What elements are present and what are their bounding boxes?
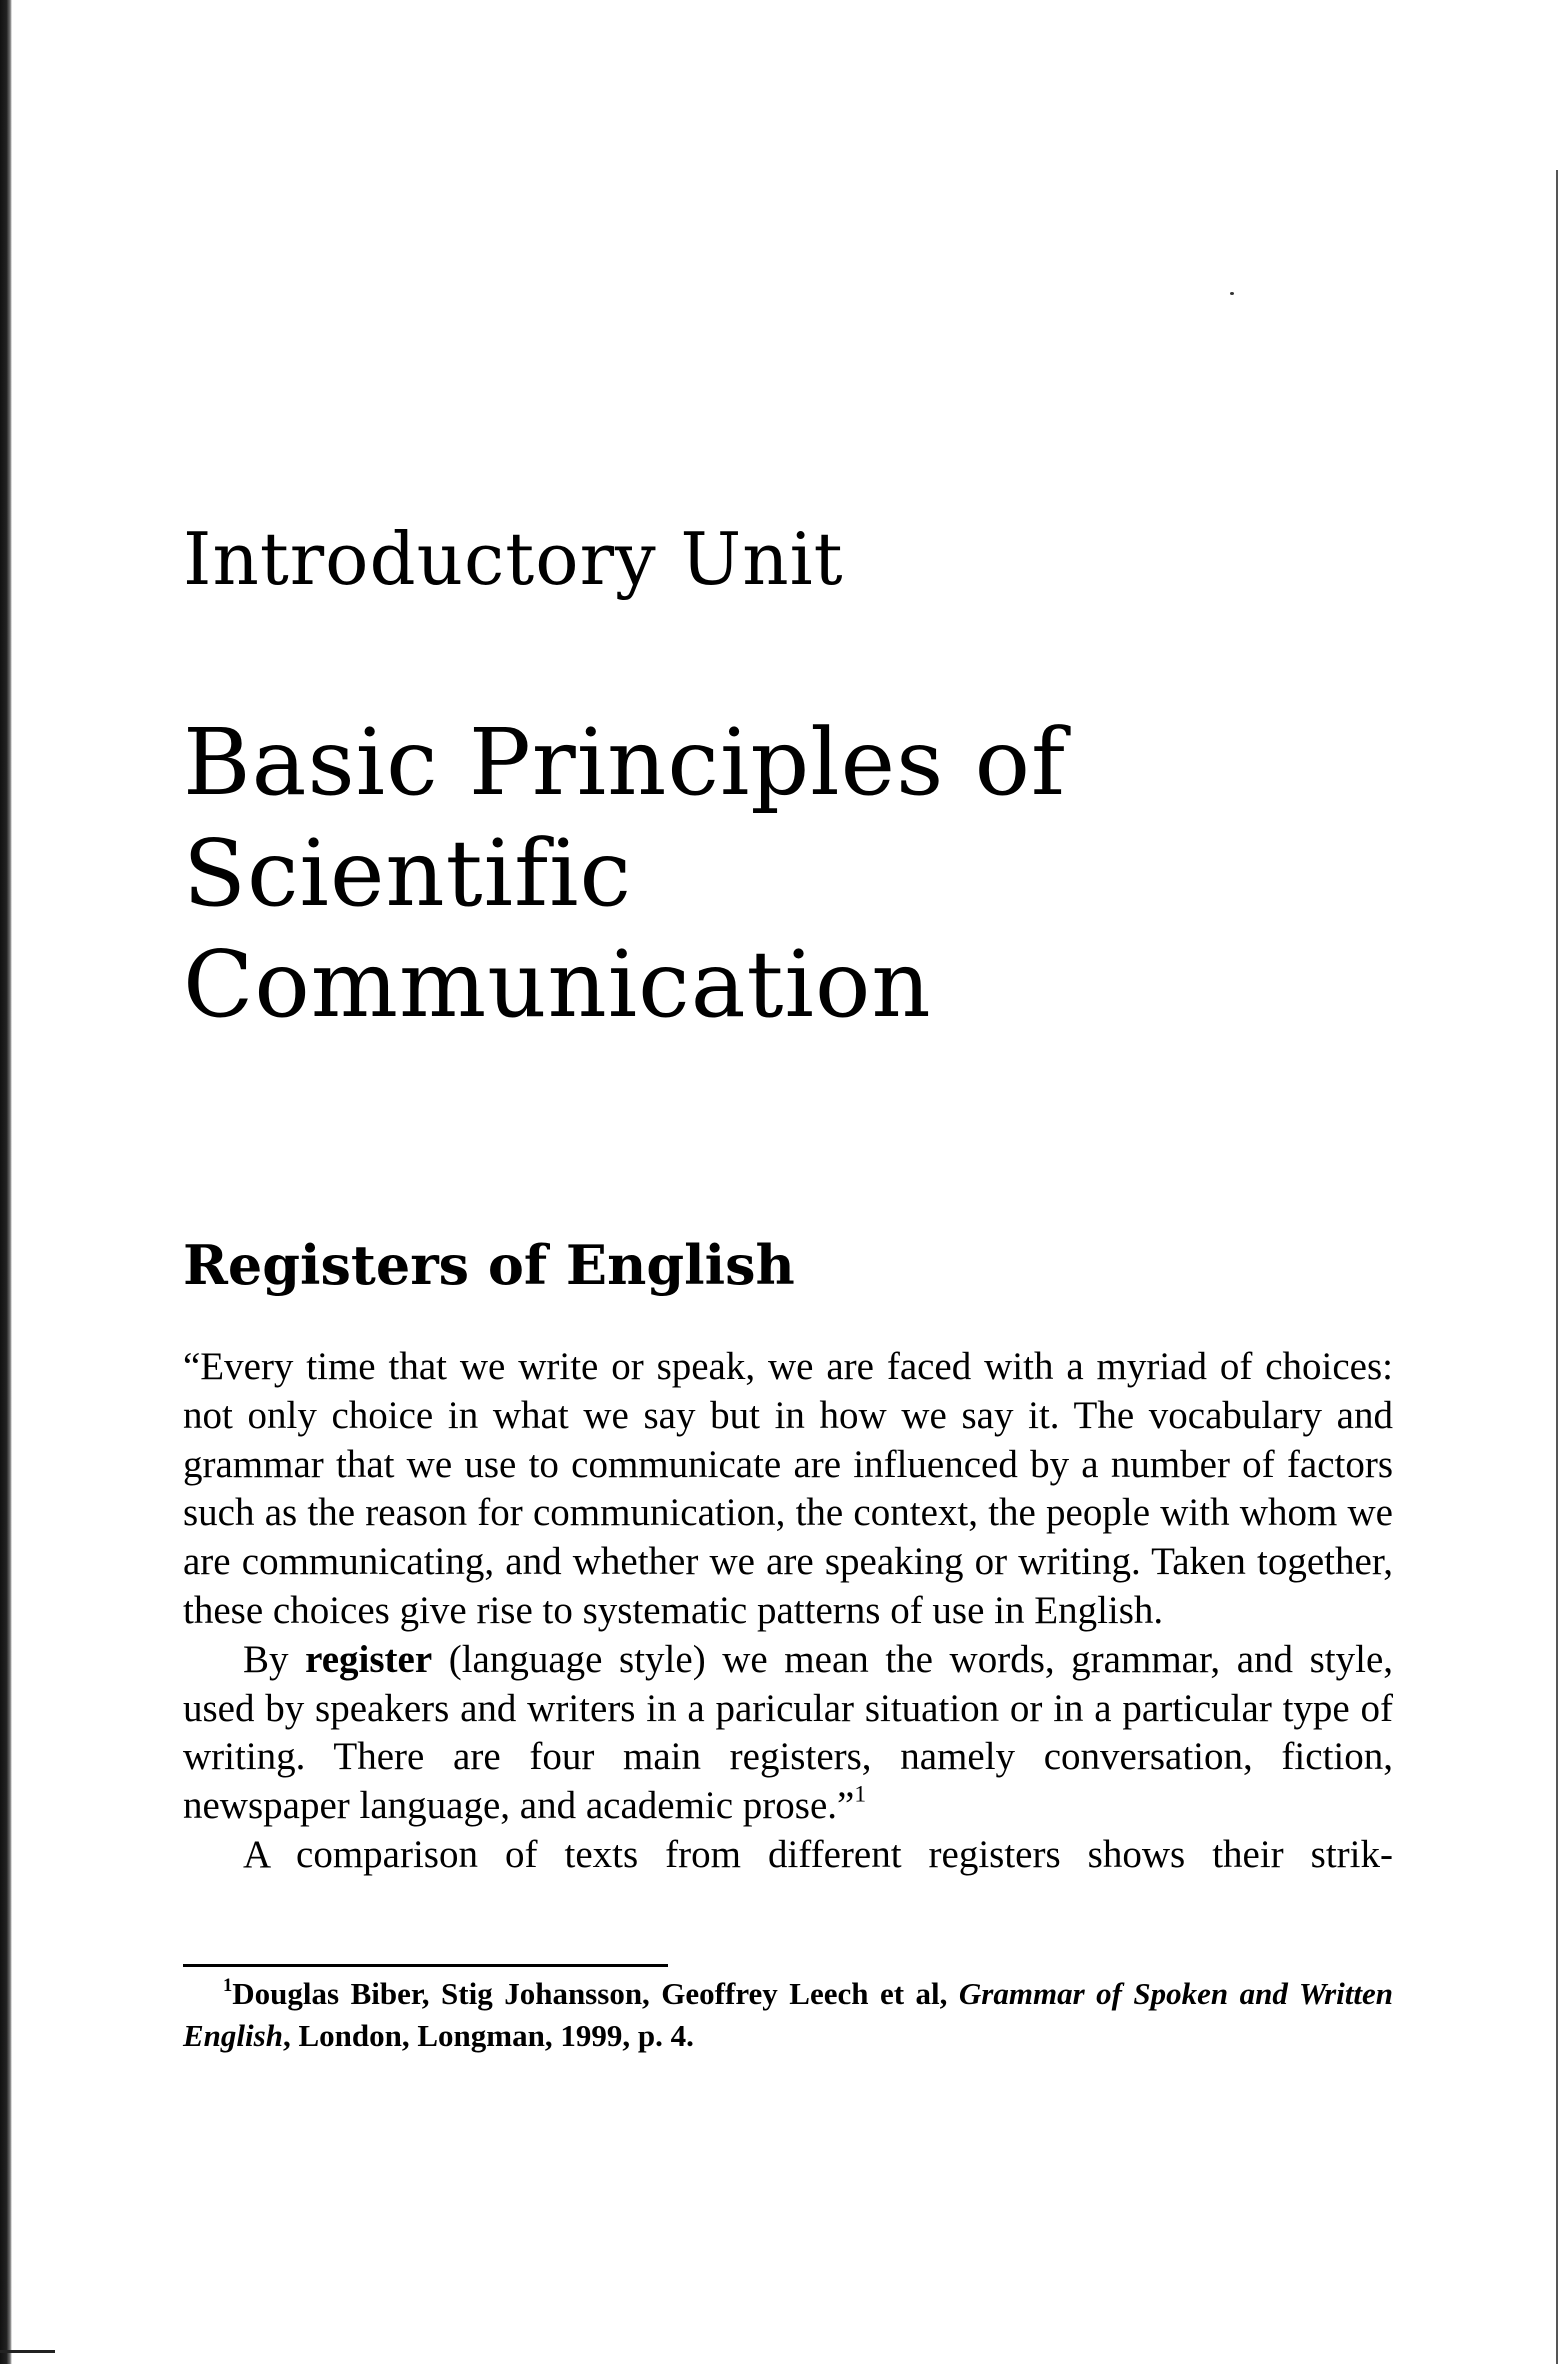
footnote-reference[interactable]: 1: [854, 1781, 867, 1808]
chapter-title-line-2: Scientific: [183, 820, 633, 927]
paragraph-3: A comparison of texts from different registers shows their strik-: [243, 1832, 1393, 1876]
paragraph-2-lead: By: [243, 1637, 306, 1681]
footnote-authors: Douglas Biber, Stig Johansson, Geoffrey Leech et al,: [232, 1976, 959, 2011]
scan-speck: [1230, 292, 1234, 295]
footnote-number: 1: [223, 1974, 233, 1996]
paragraph-2: [183, 1636, 1393, 1831]
paragraph-2-rest: (language style) we mean the words, grammar, and style, used by speakers and writers in a paricular situation or in a particular type of writing. There are four main registers, namely conversation, fiction, newspaper language, and academic prose.”: [183, 1637, 1393, 1828]
footnote-divider: [183, 1964, 668, 1967]
scan-right-edge: [1556, 170, 1558, 2364]
chapter-title: [183, 707, 1383, 1040]
chapter-title-line-1: Basic Principles of: [183, 709, 1067, 816]
unit-label: Introductory Unit: [183, 517, 844, 601]
body-text: [183, 1343, 1393, 1880]
register-term: register: [305, 1637, 433, 1681]
scan-binding-foot: [0, 2350, 55, 2353]
scan-binding-edge: [0, 0, 12, 2364]
footnote-book-title: Grammar of Spoken and Written English: [183, 1976, 1394, 2053]
paragraph-1: “Every time that we write or speak, we are faced with a myriad of choices: not only choice in what we say but in how we say it. The vocabulary and grammar that we use to communicate are influenced by a number of factors such as the reason for communication, the context, the people with whom we are communicating, and whether we are speaking or writing. Taken together, these choices give rise to systematic patterns of use in English.: [183, 1345, 1393, 1632]
footnote-publication: , London, Longman, 1999, p. 4.: [282, 2018, 694, 2053]
section-heading: Registers of English: [183, 1233, 795, 1297]
chapter-title-line-3: Communication: [183, 931, 932, 1038]
footnote: [183, 1973, 1393, 2057]
